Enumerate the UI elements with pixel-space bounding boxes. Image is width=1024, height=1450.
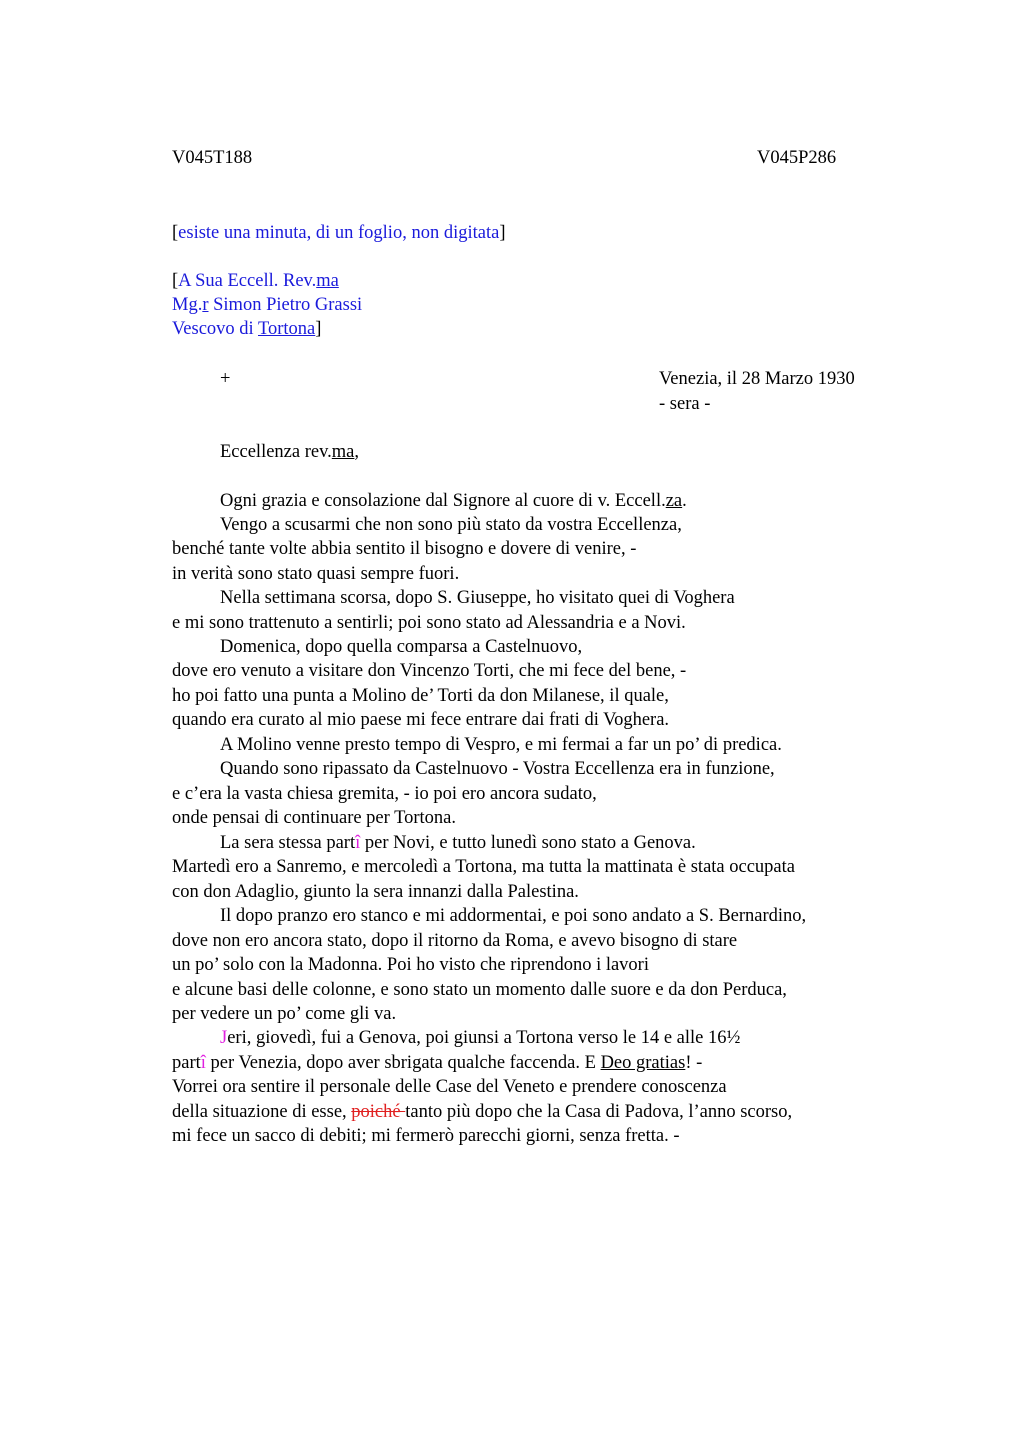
corrected-letter: î: [355, 833, 361, 853]
body-line: La sera stessa partî per Novi, e tutto lunedì sono stato a Genova.: [220, 833, 696, 853]
body-line: partî per Venezia, dopo aver sbrigata qualche faccenda. E Deo gratias! -: [172, 1053, 703, 1073]
city-link: Tortona: [258, 319, 316, 339]
latin-phrase: Deo gratias: [600, 1053, 686, 1073]
body-line: Vorrei ora sentire il personale delle Case del Veneto e prendere conoscenza: [172, 1077, 727, 1097]
body-line: Martedì ero a Sanremo, e mercoledì a Tortona, ma tutta la mattinata è stata occupata: [172, 857, 795, 877]
body-line: e mi sono trattenuto a sentirli; poi sono stato ad Alessandria e a Novi.: [172, 613, 686, 633]
addressee-line-3: Vescovo di Tortona]: [172, 319, 322, 339]
body-line: quando era curato al mio paese mi fece entrare dai frati di Voghera.: [172, 710, 670, 730]
body-line: ho poi fatto una punta a Molino de’ Torti da don Milanese, il quale,: [172, 686, 669, 706]
body-line: con don Adaglio, giunto la sera innanzi dalla Palestina.: [172, 882, 579, 902]
body-line: per vedere un po’ come gli va.: [172, 1004, 397, 1024]
body-line: Nella settimana scorsa, dopo S. Giuseppe, ho visitato quei di Voghera: [220, 588, 735, 608]
addressee-line-1: [A Sua Eccell. Rev.ma: [172, 271, 339, 291]
struck-word: poiché: [351, 1102, 406, 1122]
document-code-right: V045P286: [757, 148, 837, 168]
corrected-letter: î: [200, 1053, 206, 1073]
editorial-note-text: esiste una minuta, di un foglio, non digitata: [178, 223, 500, 243]
body-line: in verità sono stato quasi sempre fuori.: [172, 564, 460, 584]
body-line: onde pensai di continuare per Tortona.: [172, 808, 456, 828]
document-code-left: V045T188: [172, 148, 253, 168]
bracket-open: [: [172, 223, 179, 243]
corrected-letter: J: [220, 1028, 228, 1048]
salutation: Eccellenza rev.ma,: [220, 442, 360, 462]
body-line: e alcune basi delle colonne, e sono stato un momento dalle suore e da don Perduca,: [172, 980, 787, 1000]
body-line: dove non ero ancora stato, dopo il ritorno da Roma, e avevo bisogno di stare: [172, 931, 738, 951]
body-line: Jeri, giovedì, fui a Genova, poi giunsi a Tortona verso le 14 e alle 16½: [220, 1028, 741, 1048]
body-line: A Molino venne presto tempo di Vespro, e mi fermai a far un po’ di predica.: [220, 735, 782, 755]
cross-symbol: +: [220, 369, 231, 389]
body-line: un po’ solo con la Madonna. Poi ho visto che riprendono i lavori: [172, 955, 649, 975]
body-line: benché tante volte abbia sentito il bisogno e dovere di venire, -: [172, 539, 637, 559]
editorial-note: [172, 221, 505, 245]
body-line: della situazione di esse, poiché tanto più dopo che la Casa di Padova, l’anno scorso,: [172, 1102, 793, 1122]
time-of-day: - sera -: [659, 394, 711, 414]
body-line: e c’era la vasta chiesa gremita, - io poi ero ancora sudato,: [172, 784, 597, 804]
body-line: Ogni grazia e consolazione dal Signore al cuore di v. Eccell.za.: [220, 491, 687, 511]
bracket-close: ]: [499, 223, 506, 243]
body-line: mi fece un sacco di debiti; mi fermerò parecchi giorni, senza fretta. -: [172, 1126, 680, 1146]
body-line: dove ero venuto a visitare don Vincenzo Torti, che mi fece del bene, -: [172, 661, 687, 681]
body-line: Quando sono ripassato da Castelnuovo - Vostra Eccellenza era in funzione,: [220, 759, 775, 779]
body-line: Domenica, dopo quella comparsa a Castelnuovo,: [220, 637, 583, 657]
body-line: Il dopo pranzo ero stanco e mi addormentai, e poi sono andato a S. Bernardino,: [220, 906, 807, 926]
place-date: Venezia, il 28 Marzo 1930: [659, 369, 855, 389]
body-line: Vengo a scusarmi che non sono più stato da vostra Eccellenza,: [220, 515, 682, 535]
addressee-line-2: Mg.r Simon Pietro Grassi: [172, 295, 363, 315]
